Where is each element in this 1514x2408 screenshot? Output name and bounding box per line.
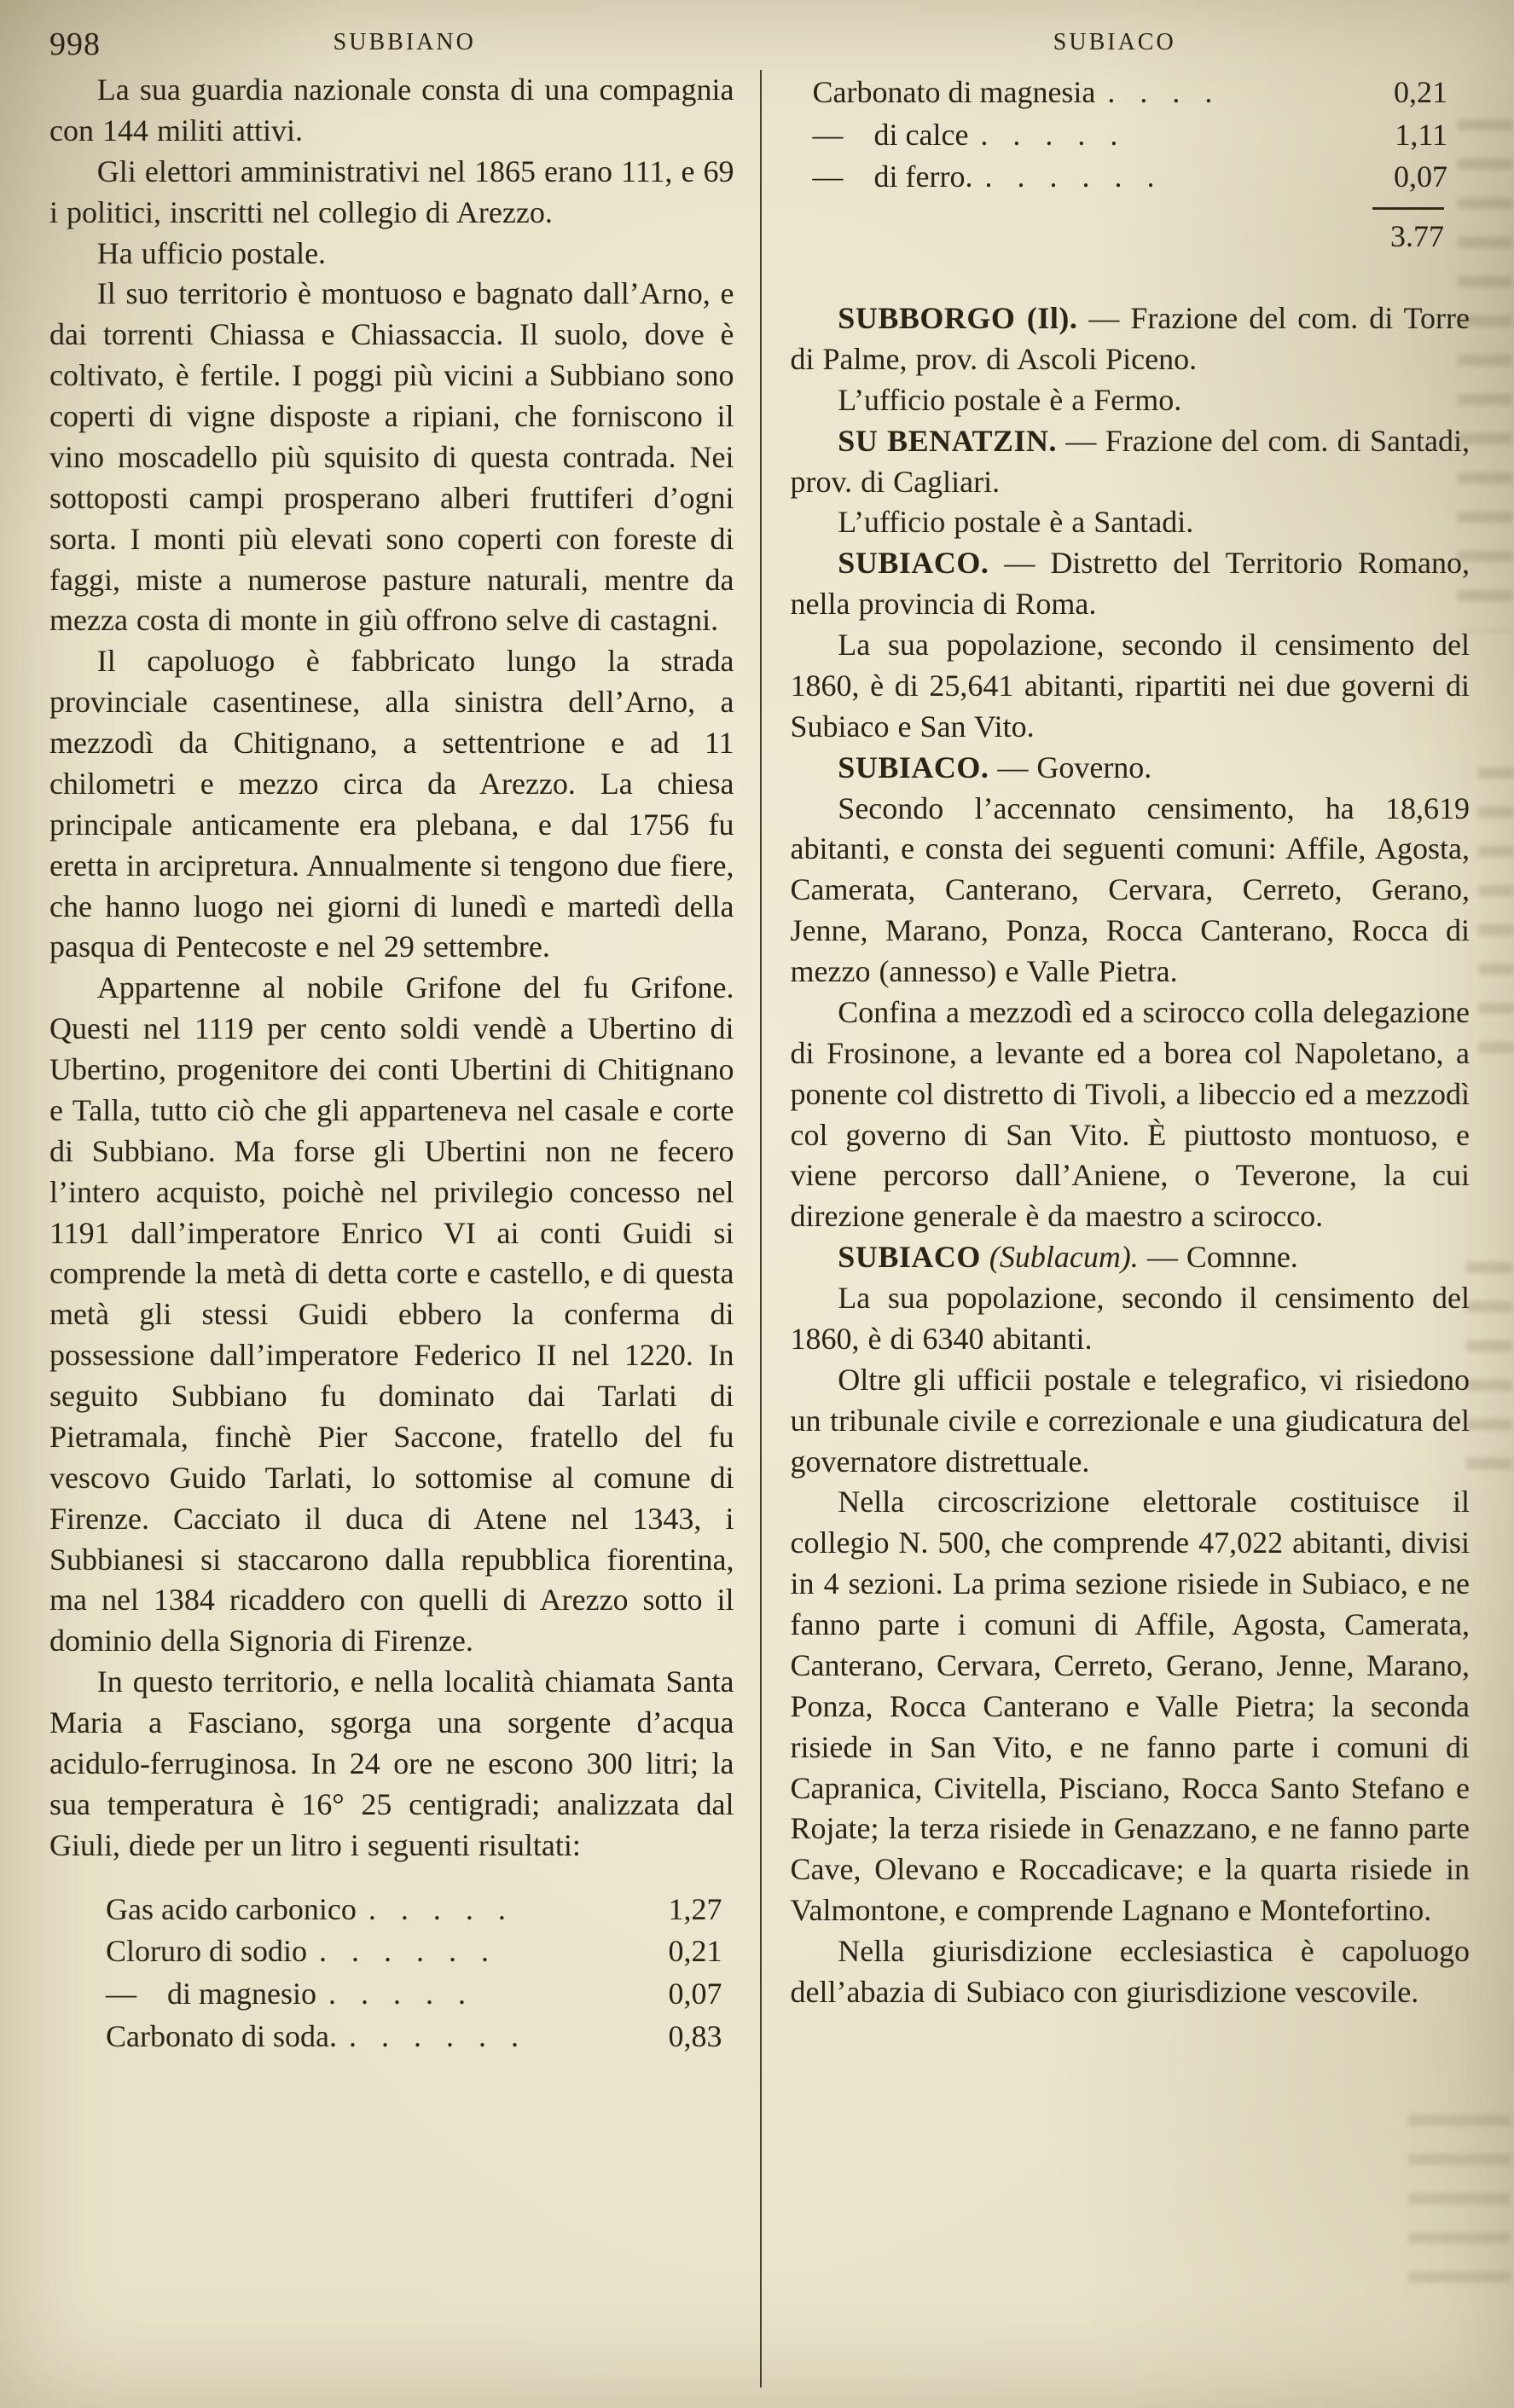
- running-head-right: SUBIACO: [1053, 29, 1176, 55]
- page-number: 998: [49, 26, 101, 62]
- paragraph: Ha ufficio postale.: [96, 235, 327, 270]
- paragraph: L’ufficio postale è a Santadi.: [838, 505, 1194, 540]
- row-label: Carbonato di magnesia: [812, 75, 1096, 109]
- dot-leader: . . . . .: [328, 1976, 474, 2011]
- row-value: 0,83: [668, 2018, 722, 2053]
- table-row: [813, 72, 1448, 114]
- entry-latin-name: (Sublacum).: [980, 1240, 1139, 1275]
- row-label: Cloruro di sodio: [106, 1934, 308, 1969]
- row-label: Gas acido carbonico: [106, 1891, 357, 1926]
- row-value: 0,07: [1394, 159, 1447, 194]
- paragraph: Confina a mezzodì ed a scirocco colla delegazione di Frosinone, a levante ed a borea col Napoletano, a ponente col distretto di Tivoli, a libeccio ed a mezzodì col governo di San Vito. È piuttosto montuoso, e viene percorso dall’Aniene, o Teverone, la cui direzione generale è da maestro a scirocco.: [790, 994, 1470, 1234]
- running-head-left: SUBBIANO: [333, 29, 476, 55]
- table-row: [106, 1930, 722, 1973]
- row-label: — di magnesio: [106, 1976, 316, 2011]
- text-columns: [49, 70, 1470, 2388]
- entry-paragraph: [791, 298, 1470, 380]
- entry-text: — Comnne.: [1138, 1240, 1298, 1275]
- paragraph: La sua popolazione, secondo il censimento del 1860, è di 6340 abitanti.: [790, 1281, 1470, 1356]
- entry-term: SUBIACO.: [838, 546, 989, 581]
- table-row: [813, 114, 1448, 157]
- entry-paragraph: [791, 1237, 1470, 1278]
- entry-term: SUBIACO.: [838, 750, 989, 784]
- sum-rule: [1372, 207, 1444, 210]
- analysis-total: [791, 207, 1445, 254]
- paragraph: La sua guardia nazionale consta di una compagnia con 144 militi attivi.: [49, 72, 734, 148]
- paragraph: Nella giurisdizione ecclesiastica è capoluogo dell’abazia di Subiaco con giurisdizione vescovile.: [790, 1934, 1470, 2009]
- header-right-half: [760, 29, 1470, 56]
- entry-paragraph: [791, 543, 1470, 625]
- table-row: [106, 1973, 722, 2016]
- dot-leader: . . . . . .: [319, 1934, 498, 1969]
- row-value: 1,27: [668, 1891, 722, 1926]
- entry-paragraph: [791, 421, 1470, 503]
- right-column: [760, 70, 1470, 2388]
- dot-leader: . . . . .: [368, 1891, 514, 1926]
- entry-text: — Frazione del com. di Torre di Palme, prov. di Ascoli Piceno.: [790, 301, 1470, 376]
- page-header: [49, 26, 1470, 62]
- paragraph: Nella circoscrizione elettorale costituisce il collegio N. 500, che comprende 47,022 abitanti, divisi in 4 sezioni. La prima sezione risiede in Subiaco, e ne fanno parte i comuni di Affile, Agosta, Camerata, Canterano, Cervara, Cerreto, Gerano, Jenne, Marano, Ponza, Rocca Canterano e Valle Pietra; la seconda risiede in San Vito, e ne fanno parte i comuni di Capranica, Civitella, Pisciano, Rocca Santo Stefano e Rojate; la terza risiede in Genazzano, e ne fanno parte Cave, Olevano e Roccadicave; e la quarta risiede in Valmontone, e comprende Lagnano e Montefortino.: [790, 1485, 1470, 1928]
- row-label: — di calce: [812, 117, 969, 152]
- dot-leader: . . . . . .: [984, 159, 1163, 194]
- entry-term: SUBIACO: [838, 1240, 981, 1275]
- page-bleedthrough-mark: [1478, 767, 1514, 1057]
- table-row: [106, 1889, 722, 1931]
- entry-text: — Frazione del com. di Santadi, prov. di Cagliari.: [790, 423, 1470, 499]
- paragraph: La sua popolazione, secondo il censimento del 1860, è di 25,641 abitanti, ripartiti nei due governi di Subiaco e San Vito.: [790, 628, 1470, 744]
- row-label: Carbonato di soda.: [106, 2018, 337, 2053]
- dot-leader: . . . . .: [980, 117, 1127, 152]
- entry-text: — Distretto del Territorio Romano, nella provincia di Roma.: [790, 546, 1470, 622]
- paragraph: Il suo territorio è montuoso e bagnato dall’Arno, e dai torrenti Chiassa e Chiassaccia. Il suolo, dove è coltivato, è fertile. I poggi più vicini a Subbiano sono coperti di vigne disposte a ripiani, che forniscono il vino moscadello più squisito di questa contrada. Nei sottoposti campi prosperano alberi fruttiferi d’ogni sorta. I monti più elevati sono coperti con foreste di faggi, miste a numerose pasture naturali, mentre da mezza costa di monte in giù offrono selve di castagni.: [49, 276, 734, 638]
- entry-text: — Governo.: [989, 750, 1152, 784]
- entry-term: SUBBORGO (Il).: [838, 301, 1078, 336]
- left-column: [49, 70, 760, 2388]
- paragraph: L’ufficio postale è a Fermo.: [838, 382, 1182, 417]
- paragraph: Oltre gli ufficii postale e telegrafico, vi risiedono un tribunale civile e correzionale e una giudicatura del governatore distrettuale.: [790, 1362, 1470, 1479]
- paragraph: Il capoluogo è fabbricato lungo la strada provinciale casentinese, alla sinistra dell’Arno, a mezzodì da Chitignano, a settentrione e ad 11 chilometri e mezzo circa da Arezzo. La chiesa principale anticamente era plebana, e dal 1756 fu eretta in arcipretura. Annualmente si tengono due fiere, che hanno luogo nei giorni di lunedì e martedì della pasqua di Pentecoste e nel 29 settembre.: [49, 644, 734, 964]
- paragraph: In questo territorio, e nella località chiamata Santa Maria a Fasciano, sgorga una sorgente d’acqua acidulo-ferruginosa. In 24 ore ne escono 300 litri; la sua temperatura è 16° 25 centigradi; analizzata dal Giuli, diede per un litro i seguenti risultati:: [49, 1664, 734, 1862]
- row-value: 0,21: [668, 1934, 722, 1969]
- dot-leader: . . . . . .: [348, 2018, 527, 2053]
- paragraph: Appartenne al nobile Grifone del fu Grifone. Questi nel 1119 per cento soldi vendè a Ubertino di Ubertino, progenitore dei conti Ubertini di Chitignano e Talla, tutto ciò che gli apparteneva nel casale e corte di Subbiano. Ma forse gli Ubertini non ne fecero l’intero acquisto, poichè nel privilegio concesso nel 1191 dall’imperatore Enrico VI ai conti Guidi si comprende la metà di detta corte e castello, e di questa metà gli stessi Guidi ebbero la conferma di possessione dall’imperatore Federico II nel 1220. In seguito Subbiano fu dominato dai Tarlati di Pietramala, finchè Pier Saccone, fratello del fu vescovo Guido Tarlati, lo sottomise al comune di Firenze. Cacciato il duca di Atene nel 1343, i Subbianesi si staccarono dalla repubblica fiorentina, ma nel 1384 ricaddero con quelli di Arezzo sotto il dominio della Signoria di Firenze.: [49, 970, 734, 1658]
- table-row: [813, 156, 1448, 199]
- row-label: — di ferro.: [812, 159, 973, 194]
- entry-term: SU BENATZIN.: [838, 423, 1058, 458]
- analysis-table-right: [813, 72, 1448, 199]
- entry-paragraph: [791, 748, 1470, 789]
- dot-leader: . . . .: [1107, 75, 1221, 109]
- paragraph: Secondo l’accennato censimento, ha 18,619 abitanti, e consta dei seguenti comuni: Affile, Agosta, Camerata, Canterano, Cervara, Cerreto, Gerano, Jenne, Marano, Ponza, Rocca Canterano, Rocca di mezzo (annesso) e Valle Pietra.: [790, 790, 1470, 989]
- total-value: 3.77: [1390, 219, 1444, 254]
- header-left-half: [49, 26, 760, 62]
- paragraph: Gli elettori amministrativi nel 1865 erano 111, e 69 i politici, inscritti nel collegio di Arezzo.: [49, 153, 734, 229]
- row-value: 1,11: [1395, 117, 1447, 152]
- row-value: 0,21: [1394, 75, 1447, 109]
- page-bleedthrough-mark: [1466, 1262, 1512, 1484]
- row-value: 0,07: [668, 1976, 722, 2011]
- table-row: [106, 2016, 722, 2058]
- analysis-table-left: [106, 1889, 722, 2058]
